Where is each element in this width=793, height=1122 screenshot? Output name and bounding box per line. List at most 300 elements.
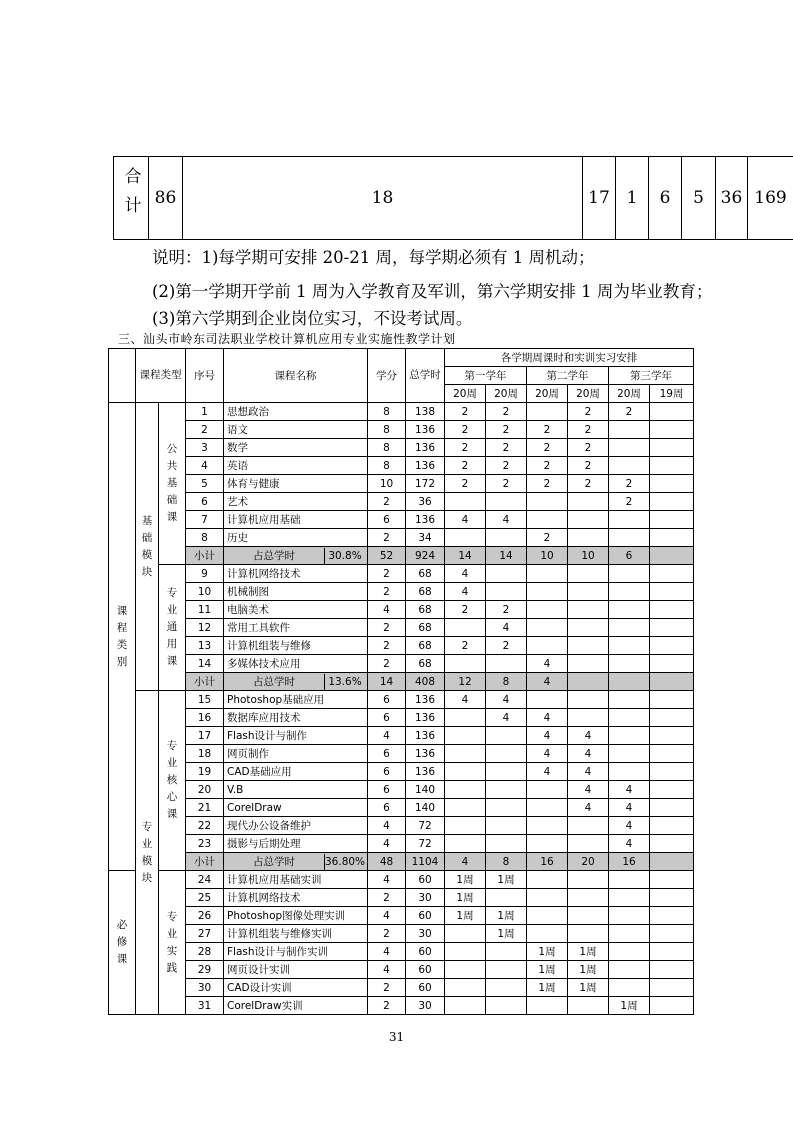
semester-cell: 2 [568, 421, 609, 439]
semester-cell [568, 529, 609, 547]
semester-cell: 2 [527, 457, 568, 475]
seq-cell: 12 [186, 619, 224, 637]
semester-cell [650, 871, 694, 889]
semester-cell [609, 961, 650, 979]
table-row [109, 439, 694, 457]
seq-cell: 18 [186, 745, 224, 763]
semester-cell [486, 493, 527, 511]
semester-cell: 8 [486, 853, 527, 871]
credits-cell: 4 [368, 943, 406, 961]
course-name-cell: 摄影与后期处理 [224, 835, 368, 853]
header-course-type: 课程类型 [136, 349, 186, 403]
credits-cell: 4 [368, 817, 406, 835]
semester-cell [650, 565, 694, 583]
semester-cell: 4 [527, 673, 568, 691]
table-row [109, 709, 694, 727]
credits-cell: 2 [368, 637, 406, 655]
semester-cell [445, 835, 486, 853]
credits-cell: 6 [368, 691, 406, 709]
semester-cell: 4 [568, 763, 609, 781]
seq-cell: 26 [186, 907, 224, 925]
semester-cell [568, 655, 609, 673]
credits-cell: 2 [368, 529, 406, 547]
semester-cell: 4 [568, 781, 609, 799]
semester-cell: 1周 [609, 997, 650, 1015]
table-row [109, 493, 694, 511]
semester-cell: 2 [445, 475, 486, 493]
semester-cell [486, 655, 527, 673]
semester-cell [609, 907, 650, 925]
subtotal-credits: 14 [368, 673, 406, 691]
semester-cell [650, 547, 694, 565]
course-name-cell: 网页设计实训 [224, 961, 368, 979]
semester-cell [527, 493, 568, 511]
note-3: (3)第六学期到企业岗位实习，不设考试周。 [152, 309, 473, 328]
course-name-cell: 计算机组装与维修实训 [224, 925, 368, 943]
semester-cell: 2 [609, 493, 650, 511]
credits-cell: 4 [368, 907, 406, 925]
semester-cell: 4 [609, 781, 650, 799]
semester-cell: 14 [486, 547, 527, 565]
semester-cell [568, 511, 609, 529]
hours-cell: 136 [406, 763, 445, 781]
semester-cell: 2 [527, 475, 568, 493]
semester-cell [650, 529, 694, 547]
seq-cell: 25 [186, 889, 224, 907]
semester-cell [445, 799, 486, 817]
semester-cell: 12 [445, 673, 486, 691]
hours-cell: 68 [406, 655, 445, 673]
course-name-cell: CorelDraw [224, 799, 368, 817]
semester-cell [486, 835, 527, 853]
credits-cell: 2 [368, 925, 406, 943]
semester-cell: 2 [445, 403, 486, 421]
semester-cell [445, 619, 486, 637]
seq-cell: 17 [186, 727, 224, 745]
credits-cell: 2 [368, 889, 406, 907]
semester-cell: 4 [445, 853, 486, 871]
semester-cell: 1周 [486, 925, 527, 943]
semester-cell [568, 565, 609, 583]
teaching-plan-table [108, 348, 694, 1015]
semester-cell [445, 997, 486, 1015]
semester-cell [650, 421, 694, 439]
credits-cell: 6 [368, 799, 406, 817]
semester-cell: 2 [609, 475, 650, 493]
course-name-cell: 数学 [224, 439, 368, 457]
header-schedule: 各学期周课时和实训实习安排 [445, 349, 694, 367]
semester-cell [527, 907, 568, 925]
header-week: 19周 [650, 385, 694, 403]
semester-cell: 8 [486, 673, 527, 691]
semester-cell [445, 745, 486, 763]
semester-cell [609, 925, 650, 943]
header-year1: 第一学年 [445, 367, 527, 385]
hours-cell: 68 [406, 601, 445, 619]
semester-cell [609, 511, 650, 529]
summary-value: 18 [183, 157, 583, 240]
semester-cell: 4 [568, 745, 609, 763]
semester-cell [486, 799, 527, 817]
semester-cell [650, 619, 694, 637]
seq-cell: 28 [186, 943, 224, 961]
group-public-label: 公共基础课 [159, 403, 186, 565]
semester-cell [650, 403, 694, 421]
seq-cell: 23 [186, 835, 224, 853]
semester-cell [568, 637, 609, 655]
table-body [109, 403, 694, 1015]
credits-cell: 2 [368, 655, 406, 673]
semester-cell: 2 [527, 529, 568, 547]
summary-table [113, 156, 793, 240]
course-name-cell: 多媒体技术应用 [224, 655, 368, 673]
semester-cell: 4 [527, 745, 568, 763]
semester-cell: 2 [445, 457, 486, 475]
course-name-cell: 计算机网络技术 [224, 565, 368, 583]
course-name-cell: 机械制图 [224, 583, 368, 601]
table-row [109, 727, 694, 745]
hours-cell: 72 [406, 835, 445, 853]
seq-cell: 8 [186, 529, 224, 547]
note-2: (2)第一学期开学前 1 周为入学教育及军训，第六学期安排 1 周为毕业教育； [152, 282, 713, 301]
semester-cell [527, 997, 568, 1015]
semester-cell: 10 [568, 547, 609, 565]
semester-cell [609, 763, 650, 781]
semester-cell [486, 979, 527, 997]
seq-cell: 22 [186, 817, 224, 835]
semester-cell [486, 763, 527, 781]
semester-cell: 1周 [486, 907, 527, 925]
seq-cell: 11 [186, 601, 224, 619]
hours-cell: 60 [406, 871, 445, 889]
semester-cell [527, 565, 568, 583]
semester-cell: 4 [527, 727, 568, 745]
table-row [109, 961, 694, 979]
semester-cell: 2 [568, 439, 609, 457]
header-seq: 序号 [186, 349, 224, 403]
seq-cell: 2 [186, 421, 224, 439]
summary-value: 5 [682, 157, 716, 240]
summary-value: 86 [149, 157, 183, 240]
table-row [109, 619, 694, 637]
semester-cell [650, 979, 694, 997]
semester-cell: 16 [609, 853, 650, 871]
table-row [109, 799, 694, 817]
semester-cell: 2 [486, 637, 527, 655]
hours-cell: 136 [406, 421, 445, 439]
semester-cell [650, 601, 694, 619]
credits-cell: 6 [368, 781, 406, 799]
subtotal-hours: 408 [406, 673, 445, 691]
header-total-hours: 总学时 [406, 349, 445, 403]
table-row [109, 925, 694, 943]
semester-cell [650, 763, 694, 781]
credits-cell: 4 [368, 961, 406, 979]
semester-cell [650, 997, 694, 1015]
seq-cell: 1 [186, 403, 224, 421]
summary-value: 6 [649, 157, 682, 240]
semester-cell [650, 691, 694, 709]
course-name-cell: CAD基础应用 [224, 763, 368, 781]
semester-cell [568, 709, 609, 727]
seq-cell: 3 [186, 439, 224, 457]
hours-cell: 30 [406, 925, 445, 943]
semester-cell [568, 835, 609, 853]
subtotal-percent: 占总学时 13.6% [224, 673, 368, 691]
semester-cell: 4 [445, 511, 486, 529]
semester-cell: 2 [527, 421, 568, 439]
semester-cell: 1周 [445, 871, 486, 889]
semester-cell: 2 [445, 439, 486, 457]
hours-cell: 136 [406, 511, 445, 529]
hours-cell: 60 [406, 979, 445, 997]
credits-cell: 8 [368, 421, 406, 439]
course-name-cell: 思想政治 [224, 403, 368, 421]
table-row [109, 979, 694, 997]
summary-value: 36 [716, 157, 748, 240]
course-name-cell: 艺术 [224, 493, 368, 511]
course-name-cell: Flash设计与制作实训 [224, 943, 368, 961]
semester-cell: 2 [568, 403, 609, 421]
subtotal-row [109, 853, 694, 871]
module-basic-label: 基础模块 [136, 403, 159, 691]
semester-cell: 10 [527, 547, 568, 565]
semester-cell [609, 565, 650, 583]
group-general-label: 专业通用课 [159, 565, 186, 691]
semester-cell [527, 583, 568, 601]
semester-cell [650, 853, 694, 871]
credits-cell: 8 [368, 457, 406, 475]
semester-cell: 2 [568, 475, 609, 493]
semester-cell [445, 655, 486, 673]
semester-cell: 1周 [527, 961, 568, 979]
hours-cell: 68 [406, 637, 445, 655]
semester-cell: 1周 [486, 871, 527, 889]
semester-cell [568, 871, 609, 889]
credits-cell: 4 [368, 601, 406, 619]
table-row [109, 601, 694, 619]
group-practice-label: 专业实践 [159, 871, 186, 1015]
semester-cell [486, 529, 527, 547]
semester-cell [568, 817, 609, 835]
semester-cell [445, 529, 486, 547]
semester-cell: 16 [527, 853, 568, 871]
semester-cell: 1周 [527, 943, 568, 961]
semester-cell [527, 691, 568, 709]
seq-cell: 15 [186, 691, 224, 709]
credits-cell: 2 [368, 979, 406, 997]
semester-cell [609, 979, 650, 997]
course-name-cell: 网页制作 [224, 745, 368, 763]
semester-cell [527, 601, 568, 619]
semester-cell [609, 583, 650, 601]
header-week: 20周 [568, 385, 609, 403]
subtotal-credits: 48 [368, 853, 406, 871]
hours-cell: 136 [406, 439, 445, 457]
seq-cell: 6 [186, 493, 224, 511]
table-row [109, 583, 694, 601]
semester-cell: 2 [486, 421, 527, 439]
table-row [109, 691, 694, 709]
page-number: 31 [388, 1030, 405, 1044]
semester-cell [609, 457, 650, 475]
semester-cell [568, 673, 609, 691]
semester-cell [527, 817, 568, 835]
semester-cell [609, 889, 650, 907]
seq-cell: 10 [186, 583, 224, 601]
hours-cell: 140 [406, 799, 445, 817]
semester-cell [609, 673, 650, 691]
course-name-cell: 计算机应用基础 [224, 511, 368, 529]
table-row [109, 403, 694, 421]
table-row [109, 655, 694, 673]
semester-cell [609, 691, 650, 709]
semester-cell [609, 601, 650, 619]
semester-cell [486, 565, 527, 583]
semester-cell [650, 457, 694, 475]
course-name-cell: V.B [224, 781, 368, 799]
semester-cell: 2 [486, 403, 527, 421]
semester-cell [486, 961, 527, 979]
semester-cell: 4 [527, 655, 568, 673]
hours-cell: 136 [406, 691, 445, 709]
course-name-cell: 计算机应用基础实训 [224, 871, 368, 889]
corner-cell [109, 349, 136, 403]
semester-cell [486, 817, 527, 835]
semester-cell [527, 871, 568, 889]
summary-value: 169 [748, 157, 793, 240]
seq-cell: 30 [186, 979, 224, 997]
table-row [109, 835, 694, 853]
semester-cell [486, 781, 527, 799]
hours-cell: 30 [406, 889, 445, 907]
seq-cell: 24 [186, 871, 224, 889]
semester-cell: 14 [445, 547, 486, 565]
semester-cell: 1周 [568, 979, 609, 997]
course-name-cell: 数据库应用技术 [224, 709, 368, 727]
semester-cell: 1周 [568, 961, 609, 979]
course-name-cell: 电脑美术 [224, 601, 368, 619]
course-name-cell: Flash设计与制作 [224, 727, 368, 745]
credits-cell: 4 [368, 835, 406, 853]
seq-cell: 31 [186, 997, 224, 1015]
semester-cell: 2 [445, 601, 486, 619]
summary-row [114, 157, 793, 240]
semester-cell: 4 [445, 565, 486, 583]
semester-cell [527, 925, 568, 943]
semester-cell [650, 637, 694, 655]
note-1: 说明：1)每学期可安排 20-21 周，每学期必须有 1 周机动； [152, 248, 595, 267]
table-row [109, 565, 694, 583]
semester-cell: 4 [486, 511, 527, 529]
course-name-cell: 英语 [224, 457, 368, 475]
semester-cell [568, 493, 609, 511]
course-name-cell: CAD设计实训 [224, 979, 368, 997]
credits-cell: 2 [368, 997, 406, 1015]
credits-cell: 8 [368, 439, 406, 457]
course-name-cell: 历史 [224, 529, 368, 547]
group-core-label: 专业核心课 [159, 691, 186, 871]
semester-cell [609, 871, 650, 889]
semester-cell: 4 [568, 799, 609, 817]
seq-cell: 20 [186, 781, 224, 799]
semester-cell [650, 511, 694, 529]
semester-cell [527, 835, 568, 853]
semester-cell: 2 [609, 403, 650, 421]
semester-cell: 4 [568, 727, 609, 745]
semester-cell: 4 [445, 583, 486, 601]
course-name-cell: 计算机网络技术 [224, 889, 368, 907]
semester-cell: 2 [486, 457, 527, 475]
semester-cell [445, 493, 486, 511]
semester-cell [650, 781, 694, 799]
hours-cell: 136 [406, 745, 445, 763]
hours-cell: 60 [406, 907, 445, 925]
semester-cell [650, 745, 694, 763]
course-name-cell: 体育与健康 [224, 475, 368, 493]
semester-cell [445, 763, 486, 781]
semester-cell [527, 619, 568, 637]
course-name-cell: 现代办公设备维护 [224, 817, 368, 835]
semester-cell [650, 943, 694, 961]
semester-cell: 20 [568, 853, 609, 871]
semester-cell [650, 475, 694, 493]
semester-cell [445, 943, 486, 961]
semester-cell: 1周 [445, 907, 486, 925]
hours-cell: 138 [406, 403, 445, 421]
semester-cell: 1周 [527, 979, 568, 997]
semester-cell [650, 961, 694, 979]
seq-cell: 16 [186, 709, 224, 727]
semester-cell: 2 [445, 637, 486, 655]
table-row [109, 907, 694, 925]
credits-cell: 6 [368, 763, 406, 781]
semester-cell [650, 583, 694, 601]
course-name-cell: Photoshop图像处理实训 [224, 907, 368, 925]
subtotal-hours: 1104 [406, 853, 445, 871]
semester-cell [650, 889, 694, 907]
semester-cell [568, 925, 609, 943]
subtotal-row [109, 547, 694, 565]
semester-cell: 4 [609, 835, 650, 853]
table-row [109, 421, 694, 439]
semester-cell: 2 [568, 457, 609, 475]
header-credits: 学分 [368, 349, 406, 403]
semester-cell [486, 943, 527, 961]
semester-cell [486, 727, 527, 745]
hours-cell: 72 [406, 817, 445, 835]
semester-cell [445, 817, 486, 835]
section-title: 三、汕头市岭东司法职业学校计算机应用专业实施性教学计划 [118, 332, 456, 346]
semester-cell [568, 619, 609, 637]
semester-cell: 2 [527, 439, 568, 457]
credits-cell: 2 [368, 619, 406, 637]
table-row [109, 943, 694, 961]
course-name-cell: CorelDraw实训 [224, 997, 368, 1015]
table-row [109, 889, 694, 907]
credits-cell: 2 [368, 493, 406, 511]
semester-cell [650, 655, 694, 673]
table-row [109, 997, 694, 1015]
seq-cell: 5 [186, 475, 224, 493]
table-row [109, 871, 694, 889]
subtotal-hours: 924 [406, 547, 445, 565]
subtotal-label: 小计 [186, 547, 224, 565]
semester-cell [609, 655, 650, 673]
semester-cell [568, 907, 609, 925]
hours-cell: 136 [406, 457, 445, 475]
semester-cell [650, 439, 694, 457]
